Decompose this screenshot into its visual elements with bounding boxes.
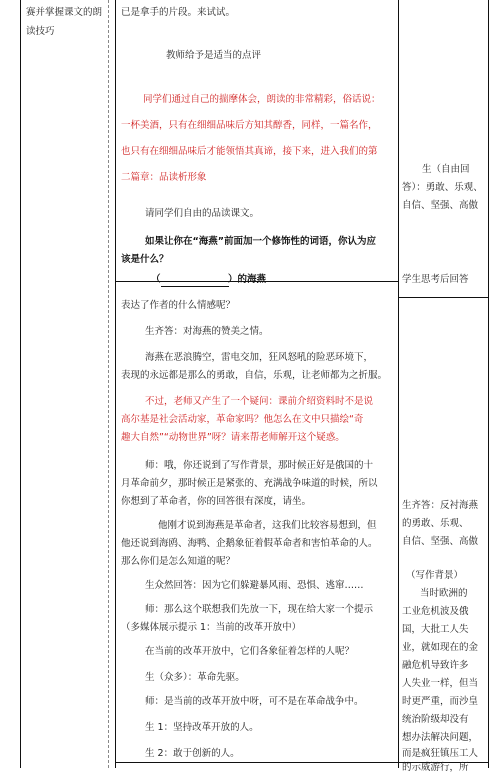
background-line: 想办法解决问题， [402, 732, 479, 743]
paragraph-line: 他还说到海鸥、海鸭、企鹅象征着假革命者和害怕革命的人。 [121, 538, 378, 549]
blank-open: （ [151, 274, 161, 285]
background-line: 的示威游行，所 [402, 762, 469, 773]
student-answer: 生 1：坚持改革开放的人。 [145, 722, 259, 733]
column-divider [115, 0, 116, 768]
teacher-response: 师：是当前的改革开放中呀，可不是在革命战争中。 [145, 696, 364, 707]
red-paragraph-line: 趣大自然”“动物世界”呀？请来帮老师解开这个疑惑。 [121, 432, 345, 443]
red-paragraph-line: 二篇章：品读析形象 [121, 172, 207, 183]
paragraph-line: 他刚才说到海燕是革命者，这我们比较容易想到，但 [158, 520, 377, 531]
blank-close: ）的海燕 [228, 274, 267, 285]
paragraph-line: 师：哦，你还说到了写作背景，那时候正好是俄国的十 [145, 460, 374, 471]
column-divider [398, 0, 399, 768]
background-line: 融危机导致许多 [402, 660, 469, 671]
paragraph-line: 在当前的改革开放中，它们各象征着怎样的人呢？ [145, 646, 355, 657]
student-activity-line: 自信、坚强、高傲 [402, 536, 479, 547]
teaching-goal-line: 赛并掌握课文的朗 [26, 7, 103, 18]
student-activity-line: 的勇敢、乐观、 [402, 518, 469, 529]
student-activity-line: 生（自由回 [422, 164, 470, 175]
red-paragraph-line: 同学们通过自己的揣摩体会，朗读的非常精彩，俗话说： [143, 94, 381, 105]
paragraph-line: 海燕在恶浪腾空，雷电交加，狂风怒吼的险恶环境下， [145, 352, 374, 363]
paragraph-line: 请同学们自由的品读课文。 [145, 208, 260, 219]
table-border-right [488, 0, 489, 768]
paragraph-line: 表达了作者的什么情感呢？ [121, 300, 236, 311]
student-answer: 生齐答：对海燕的赞美之情。 [145, 326, 269, 337]
red-paragraph-line: 也只有在细细品味后才能领悟其真谛，接下来，进入我们的第 [121, 146, 378, 157]
teaching-goal-line: 读技巧 [26, 26, 55, 37]
background-line: 当时欧洲的 [420, 588, 468, 599]
paragraph-line: 那么你们是怎么知道的呢？ [121, 556, 236, 567]
row-divider [398, 297, 488, 298]
blank-underline [161, 286, 229, 287]
question-line: 如果让你在“海燕”前面加一个修饰性的词语，你认为应 [145, 236, 376, 247]
background-line: 国，大批工人失 [402, 624, 469, 635]
red-paragraph-line: 一杯美酒，只有在细细品味后方知其醇香，同样，一篇名作， [121, 120, 378, 131]
background-line: 时更严重，而沙皇 [402, 696, 479, 707]
background-line: 业，就如现在的金 [402, 642, 479, 653]
paragraph-line: （多媒体展示提示 1：当前的改革开放中） [121, 622, 302, 633]
background-line: 人失业一样，但当 [402, 678, 479, 689]
student-answer: 生（众多）：革命先驱。 [145, 672, 245, 683]
background-line: 统治阶级却没有 [402, 714, 469, 725]
red-paragraph-line: 不过，老师又产生了一个疑问：课前介绍资料时不是说 [145, 396, 374, 407]
paragraph-line: 月革命前夕，那时候正是紧张的、充满战争味道的时候，所以 [121, 478, 378, 489]
paragraph-line: 表现的永远都是那么的勇敢，自信，乐观，让老师都为之折服。 [121, 370, 388, 381]
student-answer: 生众然回答：因为它们躲避暴风雨、恐惧、逃窜…… [145, 580, 364, 591]
teacher-comment: 教师给予是适当的点评 [166, 50, 262, 61]
student-answer: 生 2：敢于创新的人。 [145, 748, 240, 759]
table-border-left [20, 0, 21, 768]
dashed-guide [108, 0, 109, 768]
student-activity-line: 自信、坚强、高傲 [402, 200, 479, 211]
red-paragraph-line: 高尔基是社会活动家，革命家吗？他怎么在文中只描绘“奇 [121, 414, 364, 425]
paragraph-line: 你想到了革命者，你的回答很有深度，请坐。 [121, 496, 312, 507]
background-line: 工业危机波及俄 [402, 606, 469, 617]
student-activity-line: 答）：勇敢、乐观、 [402, 182, 483, 193]
paragraph-line: 师：那么这个联想我们先放一下，现在给大家一个提示 [145, 604, 374, 615]
background-title: （写作背景） [406, 570, 464, 581]
student-activity-line: 学生思考后回答 [402, 274, 469, 285]
student-activity-line: 生齐答：反衬海燕 [402, 500, 479, 511]
background-line: 而是疯狂镇压工人 [402, 748, 479, 759]
question-line: 该是什么？ [121, 254, 169, 265]
paragraph-line: 已是拿手的片段。来试试。 [121, 7, 236, 18]
